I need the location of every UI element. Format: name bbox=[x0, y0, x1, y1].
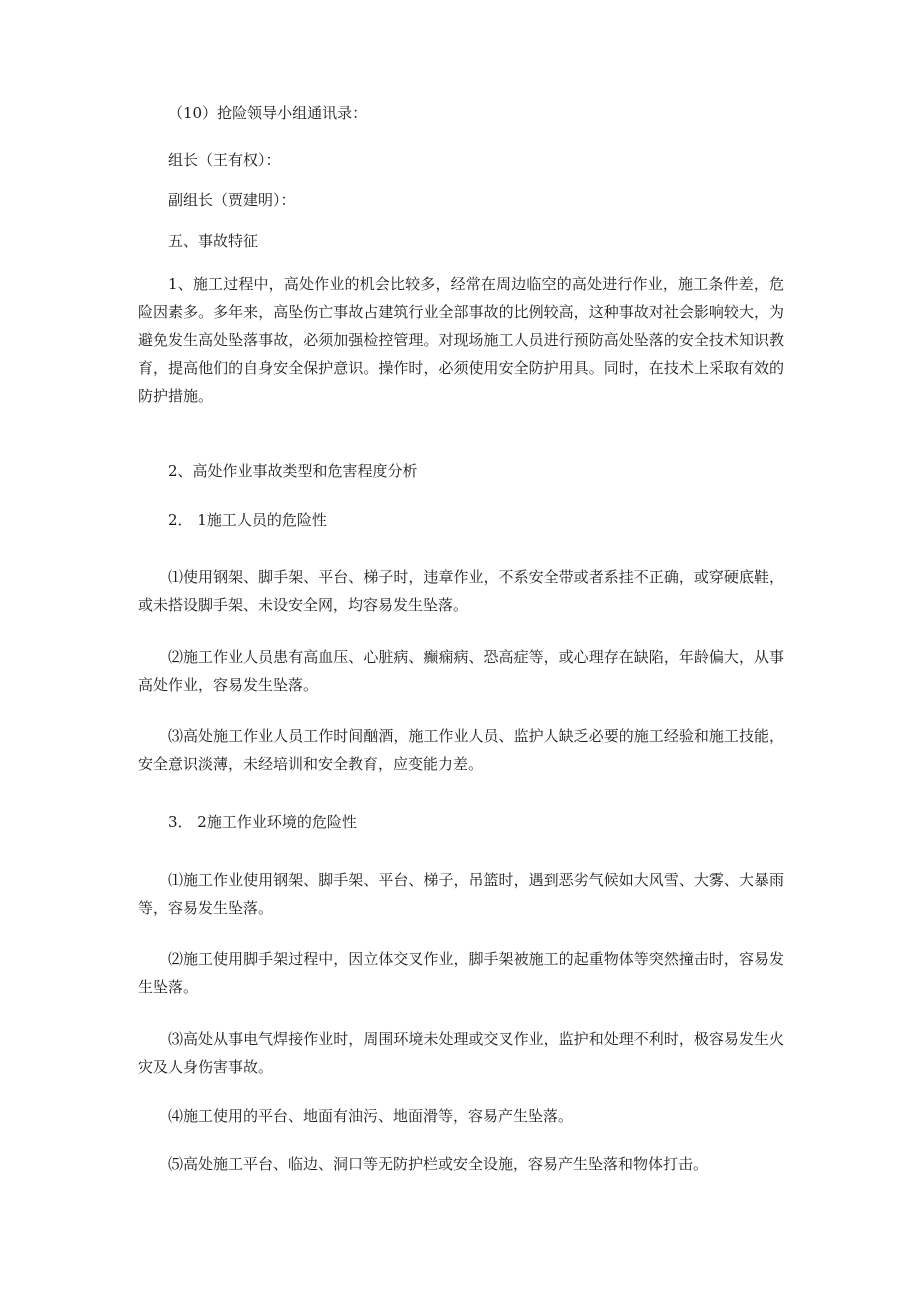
sub2-point-1: ⑴施工作业使用钢架、脚手架、平台、梯子，吊篮时，遇到恶劣气候如大风雪、大雾、大暴雨等，容易发生坠落。 bbox=[138, 871, 784, 917]
deputy-leader-line: 副组长（贾建明）： bbox=[168, 191, 296, 209]
sub1-point-2: ⑵施工作业人员患有高血压、心脏病、癫痫病、恐高症等，或心理存在缺陷，年龄偏大，从事高处作业，容易发生坠落。 bbox=[138, 648, 784, 694]
section-five-title: 五、事故特征 bbox=[168, 232, 259, 250]
item1-paragraph: 1、施工过程中，高处作业的机会比较多，经常在周边临空的高处进行作业，施工条件差，危险因素多。多年来，高坠伤亡事故占建筑行业全部事故的比例较高，这种事故对社会影响较大，为避免发生高处坠落事故，必须加强检控管理。对现场施工人员进行预防高处坠落的安全技术知识教育，提高他们的自身安全保护意识。操作时，必须使用安全防护用具。同时，在技术上采取有效的防护措施。 bbox=[138, 275, 784, 405]
sub1-point-3: ⑶高处施工作业人员工作时间酗酒，施工作业人员、监护人缺乏必要的施工经验和施工技能，安全意识淡薄，未经培训和安全教育，应变能力差。 bbox=[138, 727, 784, 773]
sub2-point-5: ⑸高处施工平台、临边、洞口等无防护栏或安全设施，容易产生坠落和物体打击。 bbox=[168, 1155, 709, 1173]
sub2-title: 3． 2施工作业环境的危险性 bbox=[168, 813, 357, 831]
sub1-point-1: ⑴使用钢架、脚手架、平台、梯子时，违章作业，不系安全带或者系挂不正确，或穿硬底鞋，或未搭设脚手架、未设安全网，均容易发生坠落。 bbox=[138, 568, 784, 614]
leader-line: 组长（王有权）： bbox=[168, 151, 281, 169]
sub2-point-3: ⑶高处从事电气焊接作业时，周围环境未处理或交叉作业，监护和处理不利时，极容易发生火灾及人身伤害事故。 bbox=[138, 1030, 784, 1076]
sub2-point-2: ⑵施工使用脚手架过程中，因立体交叉作业，脚手架被施工的起重物体等突然撞击时，容易发生坠落。 bbox=[138, 950, 784, 996]
item2-title: 2、高处作业事故类型和危害程度分析 bbox=[168, 462, 418, 480]
sub2-point-4: ⑷施工使用的平台、地面有油污、地面滑等，容易产生坠落。 bbox=[168, 1107, 574, 1125]
sub1-title: 2． 1施工人员的危险性 bbox=[168, 511, 327, 529]
contacts-heading: （10）抢险领导小组通讯录： bbox=[168, 104, 368, 122]
